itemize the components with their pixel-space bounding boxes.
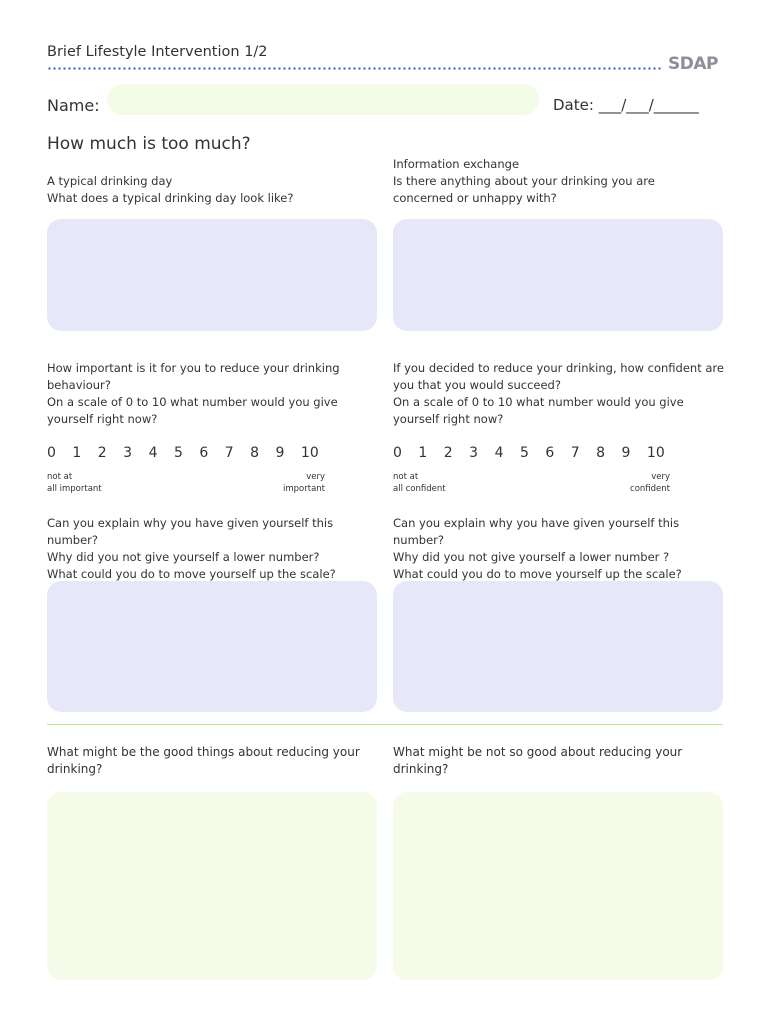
importance-scale bbox=[47, 445, 326, 461]
confidence-question-line1: On a scale of 0 to 10 what number would you give bbox=[393, 395, 684, 409]
typical-day-question: What does a typical drinking day look like? bbox=[47, 191, 294, 205]
good-things-question bbox=[47, 744, 360, 778]
not-good-things-answer[interactable] bbox=[393, 792, 723, 980]
good-things-line2: drinking? bbox=[47, 762, 103, 776]
scale-option-2[interactable]: 2 bbox=[97, 445, 107, 461]
importance-high-line1: very bbox=[306, 472, 325, 482]
concern-answer[interactable] bbox=[393, 219, 723, 331]
page-title: Brief Lifestyle Intervention 1/2 bbox=[47, 44, 268, 60]
explain-left-line2: Why did you not give yourself a lower number? bbox=[47, 550, 320, 564]
importance-question-line1: On a scale of 0 to 10 what number would you give bbox=[47, 395, 338, 409]
explain-right-line3: What could you do to move yourself up the scale? bbox=[393, 567, 682, 581]
scale-option-7[interactable]: 7 bbox=[224, 445, 234, 461]
good-things-line1: What might be the good things about reducing your bbox=[47, 745, 360, 759]
explain-left bbox=[47, 515, 387, 583]
typical-day-label: A typical drinking day bbox=[47, 174, 173, 188]
typical-day-answer[interactable] bbox=[47, 219, 377, 331]
scale-option-8[interactable]: 8 bbox=[596, 445, 606, 461]
good-things-answer[interactable] bbox=[47, 792, 377, 980]
importance-high-label bbox=[260, 471, 325, 495]
importance-high-line2: important bbox=[283, 484, 325, 494]
scale-option-8[interactable]: 8 bbox=[250, 445, 260, 461]
scale-option-4[interactable]: 4 bbox=[148, 445, 158, 461]
concern-question-line1: Is there anything about your drinking you are bbox=[393, 174, 655, 188]
confidence-low-line2: all confident bbox=[393, 484, 446, 494]
scale-option-6[interactable]: 6 bbox=[199, 445, 209, 461]
confidence-high-label bbox=[605, 471, 670, 495]
sdap-logo: SDAP bbox=[668, 54, 718, 74]
explain-left-line3: What could you do to move yourself up the scale? bbox=[47, 567, 336, 581]
explain-left-line1: Can you explain why you have given yourself this number? bbox=[47, 516, 334, 547]
scale-option-0[interactable]: 0 bbox=[393, 445, 402, 461]
importance-low-label bbox=[47, 471, 102, 495]
scale-option-0[interactable]: 0 bbox=[47, 445, 56, 461]
not-good-things-question bbox=[393, 744, 682, 778]
confidence-explain-answer[interactable] bbox=[393, 581, 723, 712]
importance-low-line1: not at bbox=[47, 472, 73, 482]
scale-option-3[interactable]: 3 bbox=[123, 445, 133, 461]
explain-right-line2: Why did you not give yourself a lower number ? bbox=[393, 550, 670, 564]
date-blank: ___/___/______ bbox=[598, 96, 699, 114]
name-label: Name: bbox=[47, 96, 100, 115]
info-exchange-label: Information exchange bbox=[393, 157, 520, 171]
scale-option-7[interactable]: 7 bbox=[570, 445, 580, 461]
importance-label-line2: behaviour? bbox=[47, 378, 111, 392]
scale-option-5[interactable]: 5 bbox=[519, 445, 529, 461]
importance-question-line2: yourself right now? bbox=[47, 412, 158, 426]
date-label: Date: bbox=[553, 96, 594, 114]
importance-label-line1: How important is it for you to reduce your drinking bbox=[47, 361, 340, 375]
importance-low-line2: all important bbox=[47, 484, 102, 494]
scale-option-9[interactable]: 9 bbox=[621, 445, 631, 461]
confidence-label-line2: you that you would succeed? bbox=[393, 378, 561, 392]
scale-option-1[interactable]: 1 bbox=[418, 445, 428, 461]
confidence-high-line1: very bbox=[651, 472, 670, 482]
scale-option-5[interactable]: 5 bbox=[173, 445, 183, 461]
name-field[interactable] bbox=[107, 84, 539, 115]
scale-option-3[interactable]: 3 bbox=[469, 445, 479, 461]
concern-question-line2: concerned or unhappy with? bbox=[393, 191, 557, 205]
scale-option-10[interactable]: 10 bbox=[300, 445, 319, 461]
confidence-label-line1: If you decided to reduce your drinking, how confident are bbox=[393, 361, 724, 375]
explain-right-line1: Can you explain why you have given yourself this number? bbox=[393, 516, 680, 547]
scale-option-1[interactable]: 1 bbox=[72, 445, 82, 461]
section-heading: How much is too much? bbox=[47, 134, 251, 154]
scale-option-4[interactable]: 4 bbox=[494, 445, 504, 461]
scale-option-2[interactable]: 2 bbox=[443, 445, 453, 461]
section-divider bbox=[47, 724, 723, 725]
not-good-things-line1: What might be not so good about reducing your bbox=[393, 745, 683, 759]
confidence-question-line2: yourself right now? bbox=[393, 412, 504, 426]
scale-option-10[interactable]: 10 bbox=[646, 445, 665, 461]
confidence-low-label bbox=[393, 471, 446, 495]
confidence-high-line2: confident bbox=[630, 484, 670, 494]
date-field[interactable] bbox=[553, 96, 699, 114]
scale-option-9[interactable]: 9 bbox=[275, 445, 285, 461]
confidence-scale bbox=[393, 445, 672, 461]
not-good-things-line2: drinking? bbox=[393, 762, 449, 776]
confidence-low-line1: not at bbox=[393, 472, 419, 482]
dotted-divider bbox=[47, 67, 663, 70]
explain-right bbox=[393, 515, 733, 583]
importance-explain-answer[interactable] bbox=[47, 581, 377, 712]
scale-option-6[interactable]: 6 bbox=[545, 445, 555, 461]
